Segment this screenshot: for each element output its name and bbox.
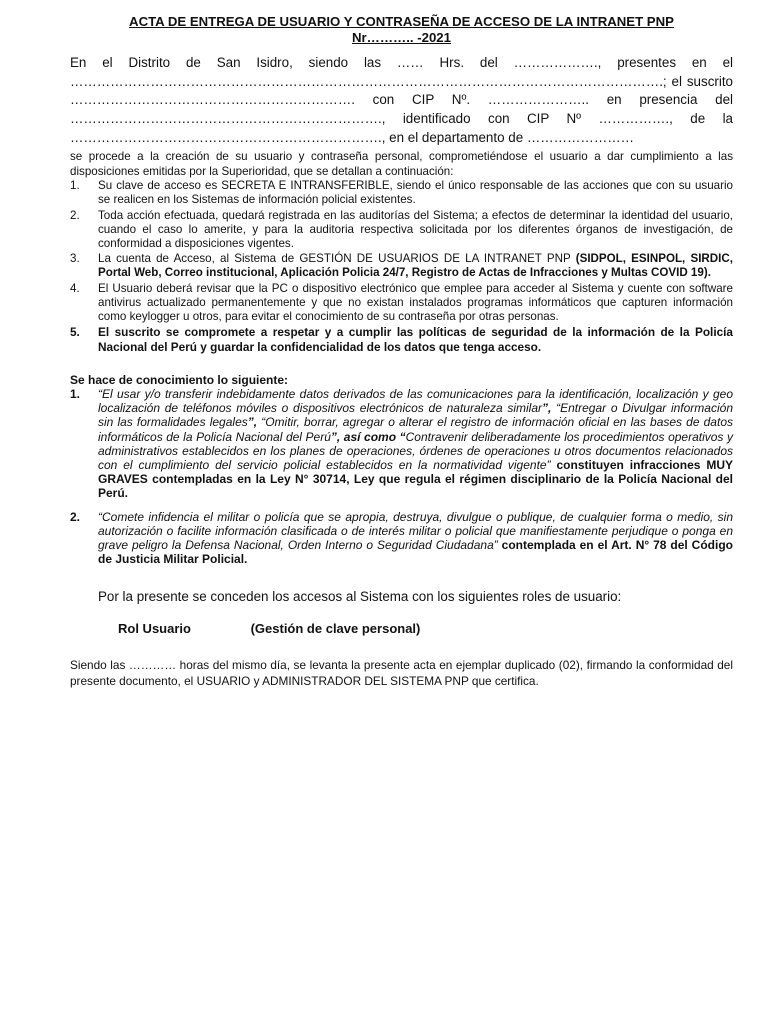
item-number: 1.	[70, 179, 80, 193]
list-item	[70, 387, 733, 500]
item-text-bold: (SIDPOL, ESINPOL, SIRDIC, Portal Web, Correo institucional, Aplicación Policia 24/7, Registro de Actas de Infracciones y Multas COVID 19).	[98, 252, 733, 280]
notice-text: “El usar y/o transferir indebidamente datos derivados de las comunicaciones para la identificación, localización y geo localización de teléfonos móviles o dispositivos electrónicos de naturaleza similar	[98, 387, 733, 416]
title-line-2: Nr……….. -2021	[352, 30, 451, 45]
intro-paragraph: En el Distrito de San Isidro, siendo las …… Hrs. del ………………., presentes en el …………………………………………………………………………………………………………………….; el suscrito ………………………………………………………. con CIP Nº. ………………….. en presencia del ……………………………………………………………., identificado con CIP Nº ……………., de la ……………………………………………………………., en el departamento de ……………………	[70, 55, 733, 145]
grant-paragraph: Por la presente se conceden los accesos al Sistema con los siguientes roles de usuario:	[98, 589, 622, 605]
item-number: 2.	[70, 510, 81, 525]
notice-text: “Entregar o Divulgar información sin las formalidades legales	[98, 401, 733, 430]
item-number: 2.	[70, 208, 80, 222]
notice-text: “Omitir, borrar, agregar o alterar el registro de información oficial en las bases de datos informáticos de la Policía Nacional del Perú	[98, 415, 733, 444]
notice-text: “Comete infidencia el militar o policía que se apropia, destruya, divulgue o publique, de cualquier forma o medio, sin autorización o facilite información clasificada o de interés militar o policial que manifiestamente perjudique o ponga en grave peligro la Defensa Nacional, Orden Interno o Seguridad Ciudadana”	[98, 510, 733, 553]
item-number: 4.	[70, 281, 80, 295]
notice-text: ”,	[247, 415, 262, 430]
document-page	[70, 14, 733, 689]
provisions-list	[70, 179, 733, 355]
notice-list	[70, 387, 733, 566]
roles-row	[70, 621, 733, 637]
role-description: (Gestión de clave personal)	[250, 621, 421, 637]
item-text: El Usuario deberá revisar que la PC o dispositivo electrónico que emplee para acceder al Sistema y cuente con software antivirus actualizado permanentemente y que no existan instalados programas informáticos que capturen información como keylogger u otros, para evitar el conocimiento de su contraseña por otras personas.	[98, 281, 733, 323]
item-text: Su clave de acceso es SECRETA E INTRANSFERIBLE, siendo el único responsable de las acciones que con su usuario se realicen en los Sistemas de información policial existentes.	[98, 179, 733, 207]
list-item	[70, 325, 733, 355]
list-item	[70, 179, 733, 207]
item-text: Toda acción efectuada, quedará registrada en las auditorías del Sistema; a efectos de determinar la identidad del usuario, cuando el caso lo amerite, y para la auditoria respectiva solicitada por los diferentes órganos de investigación, de conformidad a disposiciones vigentes.	[98, 208, 733, 250]
closing-paragraph: Siendo las ………… horas del mismo día, se levanta la presente acta en ejemplar duplicado (02), firmando la conformidad del presente documento, el USUARIO y ADMINISTRADOR DEL SISTEMA PNP que certifica.	[70, 658, 733, 689]
item-text: La cuenta de Acceso, al Sistema de GESTIÓN DE USUARIOS DE LA INTRANET PNP	[98, 252, 576, 266]
notice-text-bold: contemplada en el Art. N° 78 del Código de Justicia Militar Policial.	[98, 538, 733, 567]
notice-text-bold: constituyen infracciones MUY GRAVES contempladas en la Ley N° 30714, Ley que regula el régimen disciplinario de la Policía Nacional del Perú.	[98, 457, 734, 500]
item-number: 3.	[70, 252, 80, 266]
list-item	[70, 209, 733, 250]
role-user-label: Rol Usuario	[118, 621, 191, 637]
item-number: 5.	[70, 325, 80, 340]
notice-text: ”, así como “	[330, 429, 406, 444]
item-number: 1.	[70, 387, 81, 402]
title-line-1: ACTA DE ENTREGA DE USUARIO Y CONTRASEÑA DE ACCESO DE LA INTRANET PNP	[129, 14, 674, 29]
list-item	[70, 252, 733, 280]
item-text: El suscrito se compromete a respetar y a cumplir las políticas de seguridad de la información de la Policía Nacional del Perú y guardar la confidencialidad de los datos que tenga acceso.	[98, 325, 733, 355]
intro-tail-paragraph: se procede a la creación de su usuario y contraseña personal, comprometiéndose el usuario a dar cumplimiento a las disposiciones emitidas por la Superioridad, que se detallan a continuación:	[70, 149, 733, 178]
document-title	[70, 14, 733, 46]
notice-heading: Se hace de conocimiento lo siguiente:	[70, 373, 289, 388]
notice-text: ”,	[542, 401, 557, 416]
list-item	[70, 282, 733, 323]
list-item	[70, 510, 733, 566]
notice-text: Contravenir deliberadamente los procedimientos operativos y administrativos establecidos en los planes de operaciones, órdenes de operaciones u otros documentos relacionados con el cumplimiento del servicio policial establecidos en la normatividad vigente”	[98, 429, 734, 472]
